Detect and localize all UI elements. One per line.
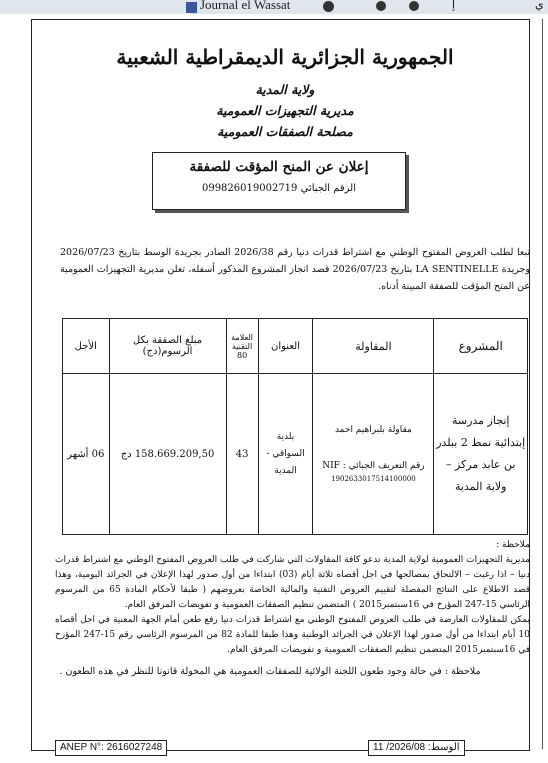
republic-title: الجمهورية الجزائرية الديمقراطية الشعبية [116, 45, 454, 69]
final-note: ملاحظة : في حالة وجود طعون اللجنة الولائية للصفقات العمومية هي المخولة قانونا للنظر في هذه الطعون . [59, 666, 481, 677]
notes-section [55, 538, 530, 658]
contractor-nif: 1902633017514100000 [331, 475, 416, 483]
header-score: العلامة التقنية 80 [226, 319, 258, 374]
notice-title-box [152, 152, 406, 210]
anep-number: ANEP N°: 2616027248 [55, 740, 167, 756]
header-amount: مبلغ الصفقة بكل الرسوم(دج) [109, 319, 226, 374]
notes-paragraph-1: مديرية التجهيزات العمومية لولاية المدية تدعو كافة المقاولات التي شاركت في طلب العروض المفتوح الوطني مع اشتراط قدرات دنيا – اذا رغبت – الالتحاق بمصالحها في اجل أقصاه ثلاثة أيام (03) ابتداءا من أول صدور لهذا الإعلان في الجرائد اليومية، وهذا قصد الاطلاع على النتائج المفصلة لتقييم العروض التقنية والمالية الخاصة بعروضهم ( طبقا لأحكام المادة 65 من المرسوم الرئاسي 15-247 المؤرخ في 16سبتمبر2015 ) المتضمن تنظيم الصفقات العمومية و تفويضات المرفق العام. [55, 555, 530, 610]
cell-score: 43 [226, 374, 258, 535]
column-divider [542, 19, 543, 749]
facebook-icon [186, 2, 197, 13]
notice-title: إعلان عن المنح المؤقت للصفقة [189, 159, 369, 175]
publication-date: الوسط: 2026/08/ 11 [368, 740, 465, 756]
circle-icon [376, 1, 386, 11]
service-name: مصلحة الصفقات العمومية [217, 124, 353, 139]
top-strip-edge-text: ي [535, 0, 544, 11]
header-project: المشروع [434, 319, 528, 374]
page-top-strip [0, 0, 548, 14]
contractor-name: مقاولة بلبراهيم احمد [334, 425, 412, 435]
cell-deadline: 06 أشهر [63, 374, 110, 535]
cell-amount: 158.669.209,50 دج [109, 374, 226, 535]
cell-address: بلدية السواقي - المدية [258, 374, 313, 535]
intro-paragraph: تبعا لطلب العروض المفتوح الوطني مع اشتراط قدرات دنيا رقم 2026/38 الصادر بجريدة الوسط بتاريخ 2026/07/23 وجريدة LA SENTINELLE بتاريخ 2026/07/23 قصد انجاز المشروع المذكور أسفله، تعلن مديرية التجهيزات العمومية عن المنح المؤقت للصفقة المبينة أدناه. [60, 247, 530, 292]
directorate-name: مديرية التجهيزات العمومية [216, 103, 354, 118]
table-row [63, 374, 528, 535]
header-deadline: الأجل [63, 319, 110, 374]
table-header-row [63, 319, 528, 374]
contractor-tax-label: رقم التعريف الجبائي : NIF [322, 461, 425, 471]
cell-contractor [313, 374, 434, 535]
notes-paragraph-2: يمكن للمقاولات العارضة في طلب العروض المفتوح الوطني مع اشتراط قدرات دنيا رفع طعن أمام الجهة المعنية في اجل أقصاه 10 أيام ابتداءا من أول صدور لهذا الإعلان في الجرائد الوطنية وهذا طبقا للمادة 82 من المرسوم الرئاسي رقم 15-247 المؤرخ في 16سبتمبر2015 المتضمن تنظيم الصفقات العمومية و تفويضات المرفق العام. [55, 615, 530, 655]
circle-icon [323, 1, 334, 12]
journal-name: Journal el Wassat [200, 0, 291, 12]
top-strip-text: إ [452, 0, 456, 11]
award-table [62, 318, 528, 535]
cell-project: إنجاز مدرسة إبتدائية نمط 2 ببلدر بن عابد مركز – ولاية المدية [434, 374, 528, 535]
header-address: العنوان [258, 319, 313, 374]
circle-icon [409, 1, 419, 11]
wilaya-name: ولاية المدية [255, 82, 315, 97]
notes-heading: ملاحظة : [496, 540, 530, 550]
tax-number: الرقم الجبائي 099826019002719 [201, 183, 357, 194]
header-contractor: المقاولة [313, 319, 434, 374]
